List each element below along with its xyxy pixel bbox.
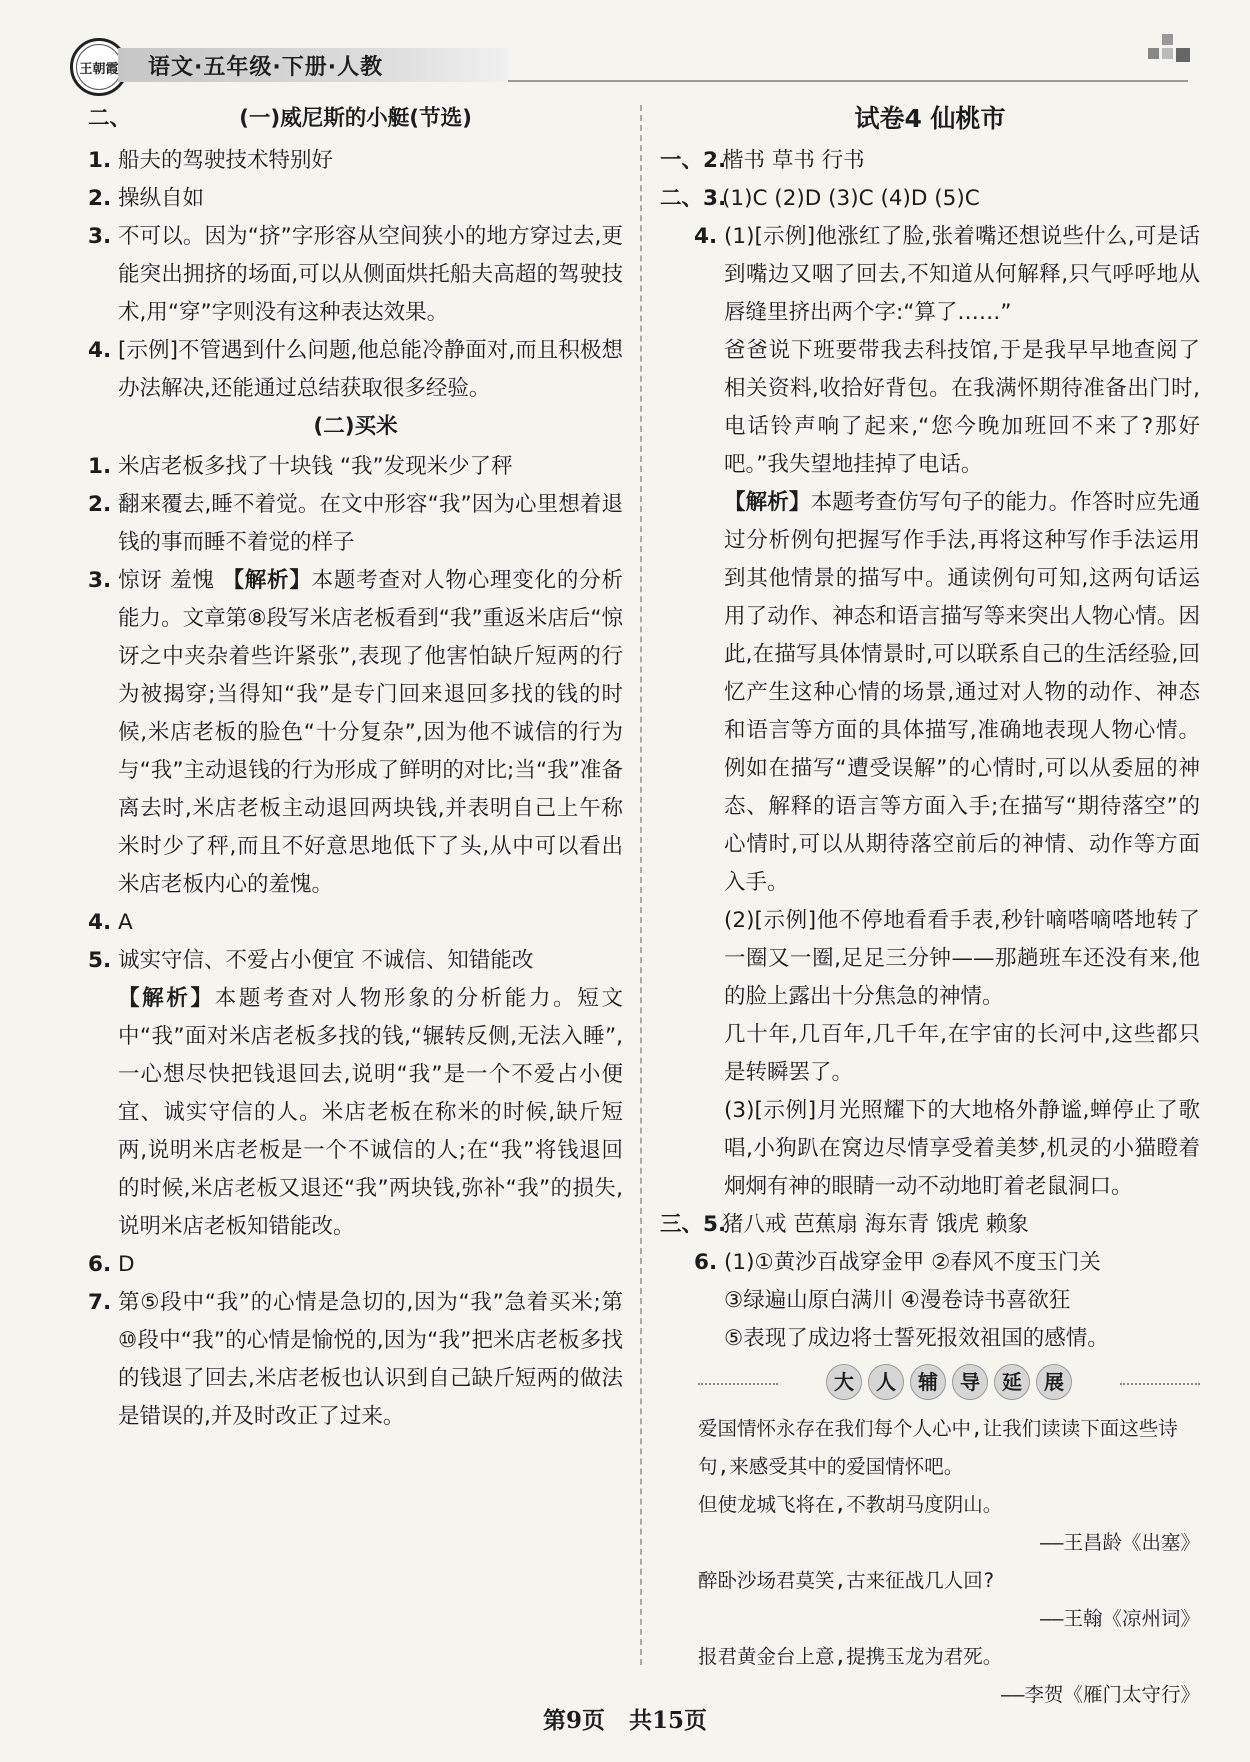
- answer-item: 2. 翻来覆去,睡不着觉。在文中形容“我”因为心里想着退钱的事而睡不着觉的样子: [88, 492, 623, 555]
- extension-box: [698, 1364, 1200, 1714]
- answer-item: 1. 船夫的驾驶技术特别好: [88, 148, 334, 173]
- answer-item: 一、2. 楷书 草书 行书: [660, 148, 865, 173]
- poem-author: ——李贺《雁门太守行》: [1001, 1683, 1200, 1706]
- decor-square: [1162, 48, 1173, 59]
- answer-item: 7. 第⑤段中“我”的心情是急切的,因为“我”急着买米;第⑩段中“我”的心情是愉悦的,因为“我”把米店老板多找的钱退了回去,米店老板也认识到自己缺斤短两的做法是错误的,并及时改正了过来。: [88, 1290, 623, 1429]
- page-footer: [0, 1702, 1250, 1735]
- answer-item: 2. 操纵自如: [88, 186, 205, 211]
- decor-square: [1148, 48, 1159, 59]
- poem-author: ——王昌龄《出塞》: [1040, 1531, 1200, 1554]
- section-number: 二、: [88, 106, 132, 131]
- page-number: 第9页: [542, 1707, 605, 1734]
- logo-text: 王朝霞: [76, 44, 122, 90]
- banner-char: 延: [994, 1364, 1030, 1400]
- analysis-tag: 【解析】: [222, 568, 312, 593]
- extension-banner: [698, 1364, 1200, 1404]
- analysis-tag: 【解析】: [118, 986, 215, 1011]
- right-column: [660, 100, 1200, 1714]
- answer-item: 3. 惊讶 羞愧 【解析】本题考查对人物心理变化的分析能力。文章第⑧段写米店老板看到“我”重返米店后“惊讶之中夹杂着些许紧张”,表现了他害怕缺斤短两的行为被揭穿;当得知“我”是专门回来退回多找的钱的时候,米店老板的脸色“十分复杂”,因为他不诚信的行为与“我”主动退钱的行为形成了鲜明的对比;当“我”准备离去时,米店老板主动退回两块钱,并表明自己上午称米时少了秤,而且不好意思地低下了头,从中可以看出米店老板内心的羞愧。: [88, 568, 623, 897]
- poem-author: ——王翰《凉州词》: [1040, 1607, 1200, 1630]
- passage-title: (一)威尼斯的小艇(节选): [239, 106, 472, 131]
- subject-label: 语文·五年级·下册·人教: [118, 48, 508, 82]
- analysis-tag: 【解析】: [724, 490, 811, 515]
- answer-item: 5. 诚实守信、不爱占小便宜 不诚信、知错能改 【解析】本题考查对人物形象的分析能力。短文中“我”面对米店老板多找的钱,“辗转反侧,无法入睡”,一心想尽快把钱退回去,说明“我”是一个不爱占小便宜、诚实守信的人。米店老板在称米的时候,缺斤短两,说明米店老板是一个不诚信的人;在“我”将钱退回的时候,米店老板又退还“我”两块钱,弥补“我”的损失,说明米店老板知错能改。: [88, 948, 623, 1239]
- header-rule: [508, 80, 1188, 82]
- answer-item: 3. 不可以。因为“挤”字形容从空间狭小的地方穿过去,更能突出拥挤的场面,可以从侧面烘托船夫高超的驾驶技术,用“穿”字则没有这种表达效果。: [88, 224, 623, 325]
- banner-char: 人: [868, 1364, 904, 1400]
- decor-square: [1162, 34, 1173, 45]
- poem-line: 醉卧沙场君莫笑,古来征战几人回?: [698, 1569, 995, 1592]
- answer-item: 6. D: [88, 1252, 135, 1277]
- extension-intro: 爱国情怀永存在我们每个人心中,让我们读读下面这些诗句,来感受其中的爱国情怀吧。: [698, 1417, 1178, 1478]
- poem-line: 但使龙城飞将在,不教胡马度阴山。: [698, 1493, 1003, 1516]
- poem-line: 报君黄金台上意,提携玉龙为君死。: [698, 1645, 1003, 1668]
- column-divider: [640, 105, 642, 1665]
- answer-item: 三、5. 猪八戒 芭蕉扇 海东青 饿虎 赖象: [660, 1212, 1029, 1237]
- answer-item: 4. A: [88, 910, 133, 935]
- answer-item: 1. 米店老板多找了十块钱 “我”发现米少了秤: [88, 454, 513, 479]
- banner-char: 导: [952, 1364, 988, 1400]
- left-column: [88, 100, 623, 1436]
- exam-title: 试卷4 仙桃市: [854, 104, 1006, 133]
- banner-char: 大: [826, 1364, 862, 1400]
- page-header: [70, 38, 1180, 90]
- answer-item: 4. [示例]不管遇到什么问题,他总能冷静面对,而且积极想办法解决,还能通过总结获取很多经验。: [88, 338, 623, 401]
- answer-item: 4. (1)[示例]他涨红了脸,张着嘴还想说些什么,可是话到嘴边又咽了回去,不知道从何解释,只气呼呼地从唇缝里挤出两个字:“算了……” 爸爸说下班要带我去科技馆,于是我早早地查阅了相关资料,收拾好背包。在我满怀期待准备出门时,电话铃声响了起来,“您今晚加班回不来了?那好吧。”我失望地挂掉了电话。 【解析】本题考查仿写句子的能力。作答时应先通过分析例句把握写作手法,再将这种写作手法运用到其他情景的描写中。通读例句可知,这两句话运用了动作、神态和语言描写等来突出人物心情。因此,在描写具体情景时,可以联系自己的生活经验,回忆产生这种心情的场景,通过对人物的动作、神态和语言等方面的具体描写,准确地表现人物心情。例如在描写“遭受误解”的心情时,可以从委屈的神态、解释的语言等方面入手;在描写“期待落空”的心情时,可以从期待落空前后的神情、动作等方面入手。 (2)[示例]他不停地看看手表,秒针嘀嗒嘀嗒地转了一圈又一圈,足足三分钟——那趟班车还没有来,他的脸上露出十分焦急的神情。 几十年,几百年,几千年,在宇宙的长河中,这些都只是转瞬罢了。 (3)[示例]月光照耀下的大地格外静谧,蝉停止了歌唱,小狗趴在窝边尽情享受着美梦,机灵的小猫瞪着炯炯有神的眼睛一动不动地盯着老鼠洞口。: [694, 224, 1200, 1199]
- answer-item: 6. (1)①黄沙百战穿金甲 ②春风不度玉门关 ③绿遍山原白满川 ④漫卷诗书喜欲狂 ⑤表现了成边将士誓死报效祖国的感情。: [694, 1250, 1109, 1351]
- passage-title: (二)买米: [313, 414, 398, 439]
- section-two-heading: [88, 100, 623, 142]
- page-total: 共15页: [629, 1707, 708, 1734]
- decor-square: [1176, 48, 1190, 62]
- banner-char: 辅: [910, 1364, 946, 1400]
- banner-char: 展: [1036, 1364, 1072, 1400]
- answer-item: 二、3. (1)C (2)D (3)C (4)D (5)C: [660, 186, 980, 211]
